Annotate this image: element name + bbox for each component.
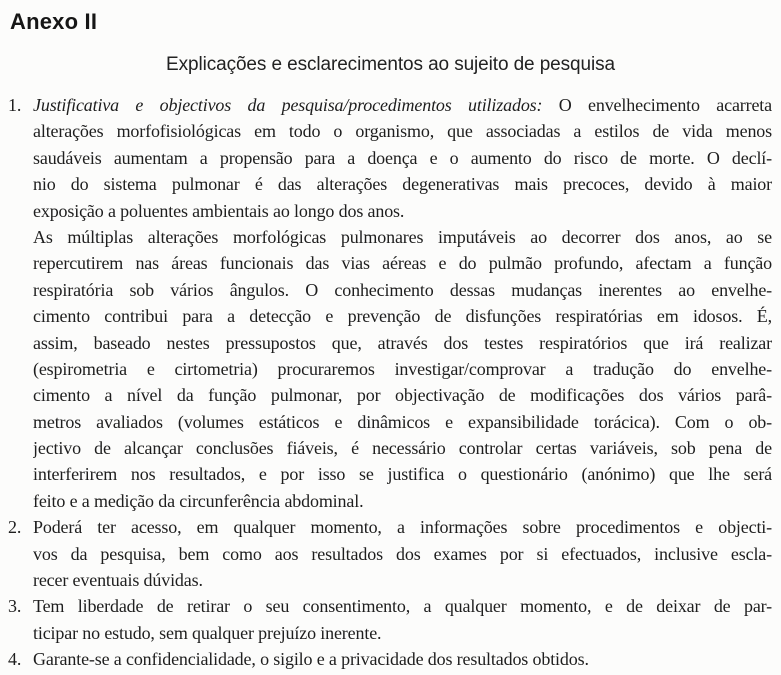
list-item <box>8 92 772 514</box>
text-line: exposição a poluentes ambientais ao longo dos anos. <box>33 200 405 221</box>
text-line: Garante-se a confidencialidade, o sigilo e a privacidade dos resultados obtidos. <box>33 649 589 670</box>
list-item <box>8 593 772 646</box>
text-line: jectivo de alcançar conclusões fiáveis, é necessário controlar certas variáveis, sob pena de <box>33 438 772 459</box>
list-item <box>8 514 772 593</box>
text-line: cimento contribui para a detecção e prevenção de disfunções respiratórias em idosos. É, <box>33 306 772 327</box>
paragraph <box>33 593 772 646</box>
list-item <box>8 646 772 672</box>
text-line: Tem liberdade de retirar o seu consentimento, a qualquer momento, e de deixar de par- <box>33 596 772 617</box>
text-line: (espirometria e cirtometria) procuraremos investigar/comprovar a tradução do envelhe- <box>33 358 772 379</box>
paragraph <box>33 92 772 224</box>
italic-text: Justificativa e objectivos da pesquisa/procedimentos utilizados: <box>33 95 543 115</box>
text-line: respiratória sob vários ângulos. O conhecimento dessas mudanças inerentes ao envelhe- <box>33 279 772 300</box>
numbered-list <box>8 92 772 673</box>
text-line: recer eventuais dúvidas. <box>33 570 203 591</box>
regular-text: O envelhecimento acarreta <box>558 95 772 115</box>
text-line: nio do sistema pulmonar é das alterações degenerativas mais precoces, devido à maior <box>33 174 772 195</box>
paragraph <box>33 514 772 593</box>
text-line: metros avaliados (volumes estáticos e dinâmicos e expansibilidade torácica). Com o ob- <box>33 411 772 432</box>
annex-title: Anexo II <box>10 9 98 34</box>
text-line: feito e a medição da circunferência abdominal. <box>33 490 364 511</box>
item-number: 4. <box>8 649 22 670</box>
text-line: vos da pesquisa, bem como aos resultados dos exames por si efectuados, inclusive escla- <box>33 543 772 564</box>
paragraph <box>33 646 772 672</box>
text-line: repercutirem nas áreas funcionais das vias aéreas e do pulmão profundo, afectam a função <box>33 253 772 274</box>
text-line: saudáveis aumentam a propensão para a doença e o aumento do risco de morte. O declí- <box>33 147 772 168</box>
text-line <box>33 92 772 118</box>
item-number: 3. <box>8 596 22 617</box>
text-line: ticipar no estudo, sem qualquer prejuízo inerente. <box>33 622 382 643</box>
text-line: cimento a nível da função pulmonar, por objectivação de modificações dos vários parâ- <box>33 385 772 406</box>
text-line: alterações morfofisiológicas em todo o organismo, que associadas a estilos de vida menos <box>33 121 772 142</box>
paragraph <box>33 224 772 514</box>
text-line: Poderá ter acesso, em qualquer momento, a informações sobre procedimentos e objecti- <box>33 517 772 538</box>
item-number: 2. <box>8 517 22 538</box>
item-number: 1. <box>8 95 22 115</box>
text-line: As múltiplas alterações morfológicas pulmonares imputáveis ao decorrer dos anos, ao se <box>33 226 772 247</box>
document-heading: Explicações e esclarecimentos ao sujeito de pesquisa <box>166 54 615 75</box>
text-line: assim, baseado nestes pressupostos que, através dos testes respiratórios que irá realizar <box>33 332 772 353</box>
text-line: interferirem nos resultados, e por isso se justifica o questionário (anónimo) que lhe será <box>33 464 772 485</box>
